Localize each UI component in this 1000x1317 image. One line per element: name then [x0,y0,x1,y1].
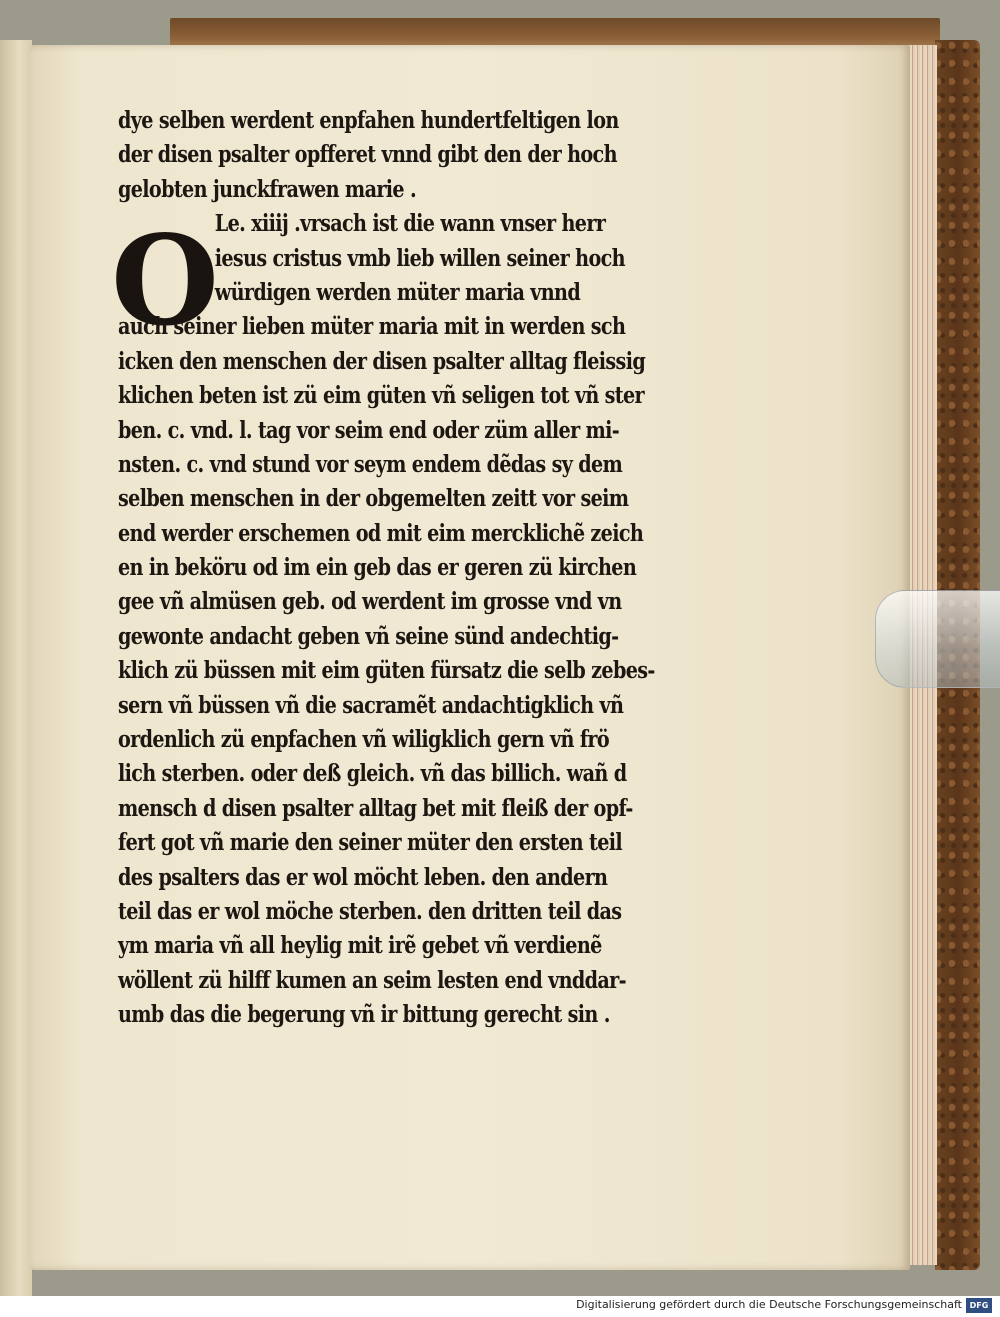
text-line: umb das die begerung vñ ir bittung gerecht sin . [118,1000,610,1029]
text-line: des psalters das er wol möcht leben. den andern [118,862,608,891]
text-line: gee vñ almüsen geb. od werdent im grosse vnd vn [118,587,622,616]
text-line: klichen beten ist zü eim güten vñ seligen tot vñ ster [118,381,644,410]
text-line: der disen psalter opfferet vnnd gibt den der hoch [118,140,617,169]
book-cover-top [170,18,940,48]
text-line: fert got vñ marie den seiner müter den ersten teil [118,828,623,857]
dfg-logo: DFG [966,1298,992,1313]
text-line: dye selben werdent enpfahen hundertfeltigen lon [118,106,619,134]
text-line: mensch d disen psalter alltag bet mit fleiß der opf- [118,793,633,822]
text-line: selben menschen in der obgemelten zeitt vor seim [118,484,629,513]
page-holder-clip [875,590,1000,688]
text-line: auch seiner lieben müter maria mit in werden sch [118,312,626,341]
text-line: nsten. c. vnd stund vor seym endem dẽdas sy dem [118,449,623,478]
text-line: gelobten junckfrawen marie . [118,174,417,203]
text-line: Le. xiiij .vrsach ist die wann vnser herr [214,209,606,238]
text-line: ben. c. vnd. l. tag vor seim end oder züm aller mi- [118,415,620,444]
text-line: icken den menschen der disen psalter alltag fleissig [118,346,646,375]
text-line: end werder erschemen od mit eim mercklichẽ zeich [118,518,644,547]
text-line: würdigen werden müter maria vnnd [214,277,581,306]
text-line: gewonte andacht geben vñ seine sünd andechtig- [118,621,619,650]
text-block [118,103,778,1032]
text-line: ordenlich zü enpfachen vñ wiligklich gern vñ frö [118,725,610,754]
text-line: ym maria vñ all heylig mit irẽ gebet vñ verdienẽ [118,931,602,960]
text-line: iesus cristus vmb lieb willen seiner hoch [214,243,625,272]
text-line: en in beköru od im ein geb das er geren zü kirchen [118,553,637,582]
text-line: wöllent zü hilff kumen an seim lesten end vnddar- [118,965,626,994]
left-page-edge [0,40,32,1296]
text-line: lich sterben. oder deß gleich. vñ das billich. wañ d [118,759,627,788]
footer-bar [0,1296,1000,1317]
decorated-initial: O [110,209,219,354]
digitization-credit: Digitalisierung gefördert durch die Deutsche Forschungsgemeinschaft [576,1298,962,1311]
text-line: klich zü büssen mit eim güten fürsatz die selb zebes- [118,656,655,685]
text-line: teil das er wol möche sterben. den dritten teil das [118,896,622,925]
text-line: sern vñ büssen vñ die sacramẽt andachtigklich vñ [118,690,624,719]
